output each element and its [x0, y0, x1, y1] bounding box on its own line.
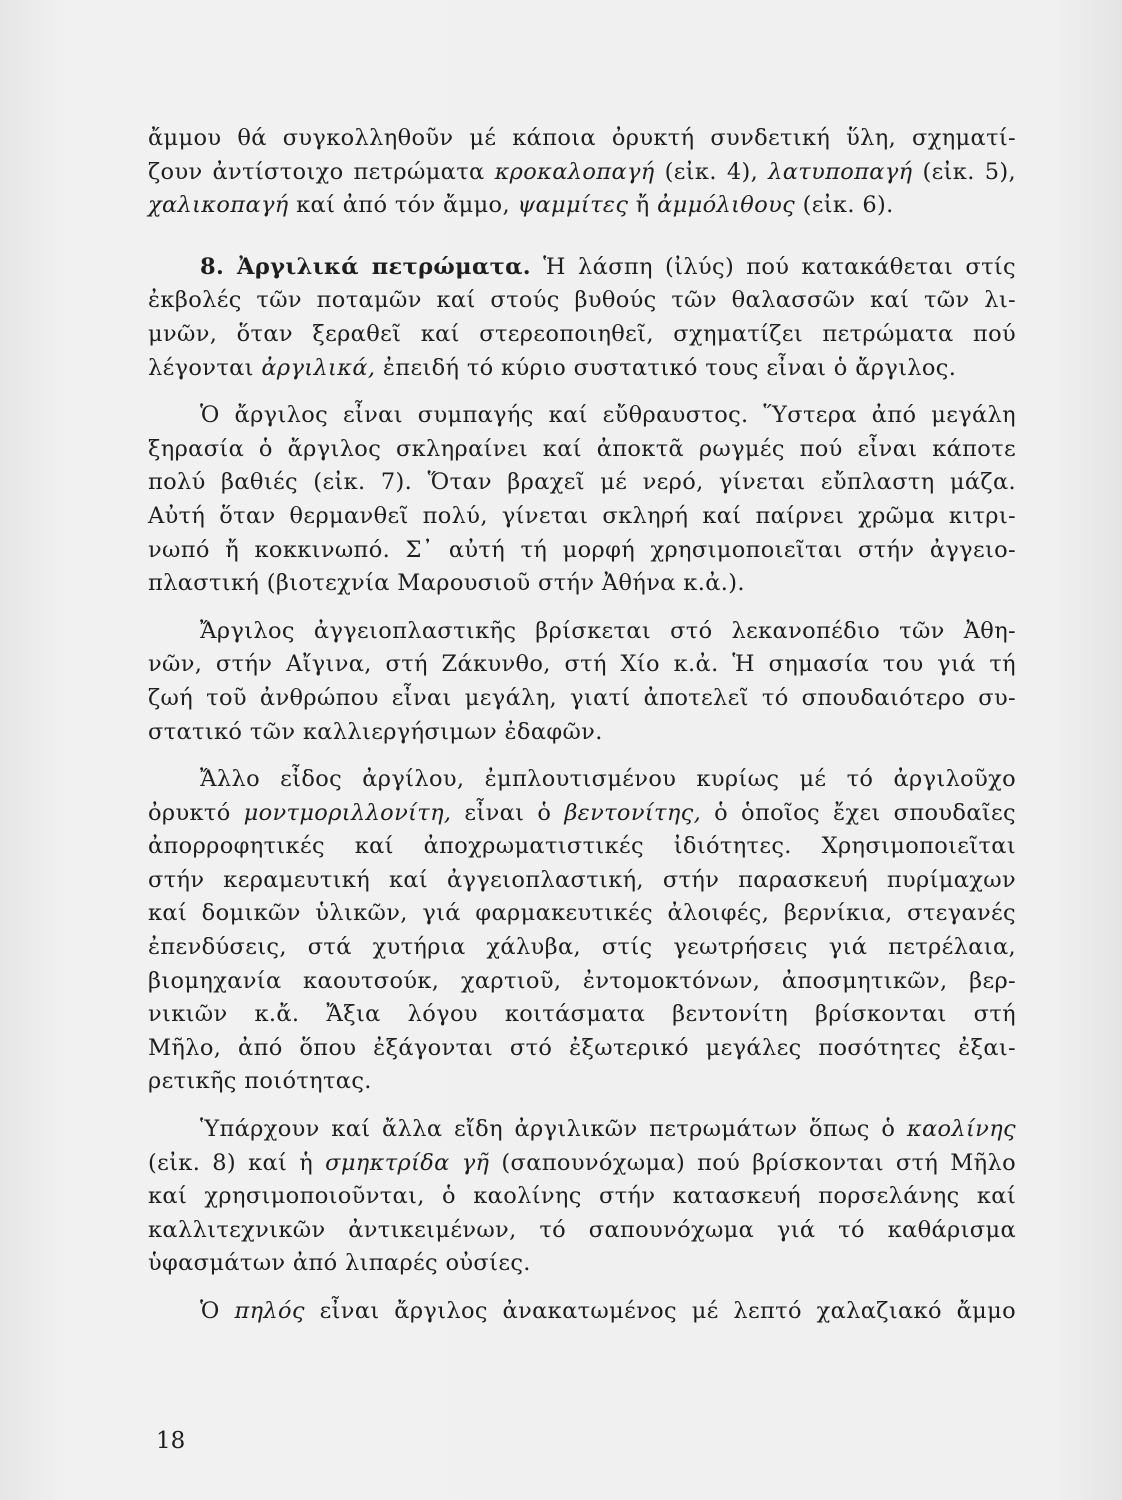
text-line: ἐπενδύσεις, στά χυτήρια χάλυβα, στίς γεωτρήσεις γιά πετρέλαια, — [148, 934, 1016, 961]
section-heading: 8. Ἀργιλικά πετρώματα. — [200, 253, 531, 280]
term-bentonite: βεντονίτης, — [564, 799, 702, 826]
text-line: Μῆλο, ἀπό ὅπου ἐξάγονται στό ἐξωτερικό μεγάλες ποσότητες ἐξαι- — [148, 1034, 1016, 1061]
text-line — [148, 615, 1016, 649]
term-sandstone: ψαμμίτες — [517, 192, 629, 219]
text-line: πλαστική (βιοτεχνία Μαρουσιοῦ στήν Ἀθήνα κ.ἀ.). — [148, 570, 745, 597]
text-line: ξηρασία ὁ ἄργιλος σκληραίνει καί ἀποκτᾶ ρωγμές πού εἶναι κάποτε — [148, 435, 1016, 462]
text-line: ζωή τοῦ ἀνθρώπου εἶναι μεγάλη, γιατί ἀποτελεῖ τό σπουδαιότερο συ- — [148, 684, 1016, 711]
body-text — [148, 122, 1016, 1329]
paragraph-gap — [148, 223, 1016, 251]
text-run: εἶναι ὁ — [451, 799, 565, 826]
text-line — [148, 399, 1016, 433]
text-run: ζουν ἀντίστοιχο πετρώματα — [148, 158, 495, 185]
paragraph-clay-rocks — [148, 251, 1016, 385]
text-line — [148, 352, 1016, 386]
text-run: ὁ ὁποῖος ἔχει σπουδαῖες — [701, 799, 1016, 826]
paragraph-conglomerates — [148, 122, 1016, 223]
paragraph-gap — [148, 1099, 1016, 1113]
text-run: ὀρυκτό — [148, 799, 244, 826]
term-clay-rocks: ἀργιλικά, — [261, 354, 376, 381]
text-run: ἤ — [628, 192, 658, 219]
text-run: ἐπειδή τό κύριο συστατικό τους εἶναι ὁ ἄργιλος. — [375, 354, 957, 381]
term-pelite: πηλός — [234, 1298, 305, 1324]
text-line: ἀπορροφητικές καί ἀποχρωματιστικές ἰδιότητες. Χρησιμοποιεῖται — [148, 833, 1016, 860]
text-line: ρετικῆς ποιότητας. — [148, 1068, 372, 1095]
text-line: καί δομικῶν ὑλικῶν, γιά φαρμακευτικές ἀλοιφές, βερνίκια, στεγανές — [148, 900, 1016, 927]
text-line: βιομηχανία καουτσούκ, χαρτιοῦ, ἐντομοκτόνων, ἀποσμητικῶν, βερ- — [148, 967, 1016, 994]
term-kaolin: καολίνης — [906, 1116, 1016, 1143]
paragraph-gap — [148, 1281, 1016, 1295]
paragraph-gap — [148, 749, 1016, 763]
text-line: ὑφασμάτων ἀπό λιπαρές οὐσίες. — [148, 1250, 531, 1277]
text-run: εἶναι ἄργιλος ἀνακατωμένος μέ λεπτό χαλαζιακό ἄμμο — [304, 1298, 1016, 1324]
text-line: Αὐτή ὅταν θερμανθεῖ πολύ, γίνεται σκληρή καί παίρνει χρῶμα κιτρι- — [148, 502, 1016, 529]
text-run: Ὁ — [200, 1298, 235, 1324]
text-run: (εἰκ. 6). — [795, 192, 894, 219]
paragraph-gap — [148, 601, 1016, 615]
text-line: μνῶν, ὅταν ξεραθεῖ καί στερεοποιηθεῖ, σχηματίζει πετρώματα πού — [148, 320, 1016, 347]
text-line: νικιῶν κ.ἄ. Ἄξια λόγου κοιτάσματα βεντονίτη βρίσκονται στή — [148, 1001, 1016, 1028]
term-smectite-earth: σμηκτρίδα γῆ — [325, 1149, 490, 1176]
text-run: καί ἀπό τόν ἄμμο, — [288, 192, 518, 219]
paragraph-gap — [148, 385, 1016, 399]
text-line: καλλιτεχνικῶν ἀντικειμένων, τό σαπουνόχωμα γιά τό καθάρισμα — [148, 1216, 1016, 1243]
text-line — [148, 251, 1016, 285]
text-line — [148, 763, 1016, 797]
text-run: λέγονται — [148, 354, 262, 381]
term-conglomerate: κροκαλοπαγή — [494, 158, 655, 185]
term-arenite: ἀμμόλιθους — [657, 192, 796, 219]
text-line — [148, 1295, 1016, 1329]
text-line: ἄμμου θά συγκολληθοῦν μέ κάποια ὀρυκτή συνδετική ὕλη, σχηματί- — [148, 125, 1016, 151]
page-number: 18 — [156, 1428, 186, 1454]
term-montmorillonite: μοντμοριλλονίτη, — [243, 799, 452, 826]
text-line: νῶν, στήν Αἴγινα, στή Ζάκυνθο, στή Χίο κ.ἀ. Ἡ σημασία του γιά τή — [148, 651, 1016, 678]
text-run: (εἰκ. 5), — [912, 158, 1017, 185]
text-run: Ἡ λάσπη (ἰλύς) πού κατακάθεται στίς — [530, 253, 1016, 280]
text-line — [148, 797, 1016, 831]
text-run: Ὑπάρχουν καί ἄλλα εἴδη ἀργιλικῶν πετρωμάτων ὅπως ὁ — [200, 1116, 907, 1143]
text-line: στήν κεραμευτική καί ἀγγειοπλαστική, στήν παρασκευή πυρίμαχων — [148, 866, 1016, 893]
text-line: νωπό ἤ κοκκινωπό. Σ᾿ αὐτή τή μορφή χρησιμοποιεῖται στήν ἀγγειο- — [148, 536, 1016, 563]
text-line — [148, 1113, 1016, 1147]
text-line — [148, 1147, 1016, 1181]
paragraph-pelite — [148, 1295, 1016, 1329]
text-run: (εἰκ. 8) καί ἡ — [148, 1149, 326, 1176]
text-run: Ἄλλο εἶδος ἀργίλου, ἐμπλουτισμένου κυρίως μέ τό ἀργιλοῦχο — [200, 766, 1016, 793]
paragraph-pottery-clay — [148, 615, 1016, 749]
text-line: στατικό τῶν καλλιεργήσιμων ἐδαφῶν. — [148, 718, 603, 745]
text-line: καί χρησιμοποιοῦνται, ὁ καολίνης στήν κατασκευή πορσελάνης καί — [148, 1183, 1016, 1210]
text-line: πολύ βαθιές (εἰκ. 7). Ὅταν βραχεῖ μέ νερό, γίνεται εὔπλαστη μάζα. — [148, 469, 1016, 496]
paragraph-clay-properties — [148, 399, 1016, 601]
paragraph-bentonite — [148, 763, 1016, 1099]
text-line: ἐκβολές τῶν ποταμῶν καί στούς βυθούς τῶν θαλασσῶν καί τῶν λι- — [148, 287, 1016, 314]
text-run: (σαπουνόχωμα) πού βρίσκονται στή Μῆλο — [489, 1149, 1017, 1176]
term-breccia: λατυποπαγή — [768, 158, 913, 185]
paragraph-kaolin — [148, 1113, 1016, 1281]
text-line — [148, 156, 1016, 190]
text-line — [148, 189, 1016, 223]
text-run: Ὁ ἄργιλος εἶναι συμπαγής καί εὔθραυστος. Ὕστερα ἀπό μεγάλη — [200, 402, 1016, 429]
term-gravel-conglomerate: χαλικοπαγή — [148, 192, 289, 219]
text-run: (εἰκ. 4), — [654, 158, 769, 185]
text-run: Ἄργιλος ἀγγειοπλαστικῆς βρίσκεται στό λεκανοπέδιο τῶν Ἀθη- — [200, 617, 1016, 644]
